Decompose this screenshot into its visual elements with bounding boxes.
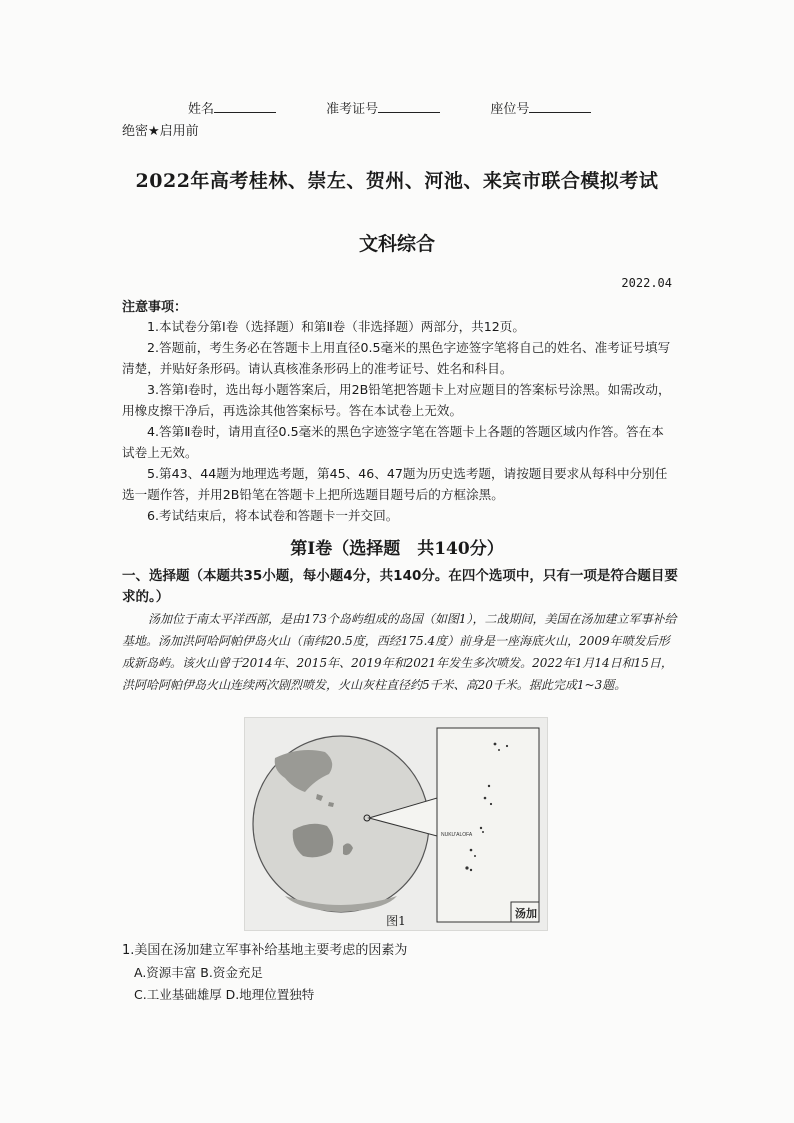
reading-passage	[122, 608, 680, 696]
section-title: 第Ⅰ卷（选择题 共140分）	[290, 539, 504, 559]
notes-heading: 注意事项：	[122, 300, 188, 315]
inset-label: 汤加	[515, 907, 537, 920]
name-blank	[214, 100, 276, 113]
exam-date: 2022.04	[621, 276, 672, 290]
passage-text: 汤加位于南太平洋西部，是由173个岛屿组成的岛国（如图1），二战期间，美国在汤加建立军事补给基地。汤加洪阿哈阿帕伊岛火山（南纬20.5度，西经175.4度）前身是一座海底火山，2009年喷发后形成新岛屿。该火山曾于2014年、2015年、2019年和2021年发生多次喷发。2022年1月14日和15日，洪阿哈阿帕伊岛火山连续两次剧烈喷发，火山灰柱直径约5千米、高20千米。据此完成1~3题。	[122, 612, 677, 692]
note-item: 1.本试卷分第Ⅰ卷（选择题）和第Ⅱ卷（非选择题）两部分，共12页。	[147, 319, 525, 334]
figure-tonga-map	[244, 717, 548, 931]
map-illustration	[245, 718, 547, 930]
inset-map-frame	[437, 728, 539, 922]
seat-blank	[529, 100, 591, 113]
question-options-line1: A.资源丰富 B.资金充足	[134, 965, 263, 980]
exam-id-label: 准考证号	[326, 102, 379, 117]
candidate-info-row	[188, 98, 591, 117]
notes-list	[122, 316, 674, 526]
name-label: 姓名	[188, 102, 215, 117]
seat-label: 座位号	[490, 102, 530, 117]
exam-id-blank	[378, 100, 440, 113]
question-options-line2: C.工业基础雄厚 D.地理位置独特	[134, 987, 315, 1002]
figure-caption: 图1	[386, 914, 406, 928]
exam-subject: 文科综合	[358, 233, 435, 255]
question-stem: 1.美国在汤加建立军事补给基地主要考虑的因素为	[122, 943, 408, 958]
section-instructions: 一、选择题（本题共35小题，每小题4分，共140分。在四个选项中，只有一项是符合题目要求的。）	[122, 568, 678, 605]
note-item: 3.答第Ⅰ卷时，选出每小题答案后，用2B铅笔把答题卡上对应题目的答案标号涂黑。如需改动，用橡皮擦干净后，再选涂其他答案标号。答在本试卷上无效。	[122, 382, 671, 418]
note-item: 6.考试结束后，将本试卷和答题卡一并交回。	[147, 508, 399, 523]
exam-title: 2022年高考桂林、崇左、贺州、河池、来宾市联合模拟考试	[135, 170, 659, 192]
question-1	[122, 940, 407, 1006]
confidential-mark: 绝密★启用前	[122, 124, 199, 139]
note-item: 2.答题前，考生务必在答题卡上用直径0.5毫米的黑色字迹签字笔将自己的姓名、准考证号填写清楚，并贴好条形码。请认真核准条形码上的准考证号、姓名和科目。	[122, 340, 671, 376]
note-item: 4.答第Ⅱ卷时，请用直径0.5毫米的黑色字迹签字笔在答题卡上各题的答题区域内作答。答在本试卷上无效。	[122, 424, 664, 460]
inset-place-label: NUKU'ALOFA	[441, 832, 473, 838]
note-item: 5.第43、44题为地理选考题，第45、46、47题为历史选考题，请按题目要求从每科中分别任选一题作答，并用2B铅笔在答题卡上把所选题目题号后的方框涂黑。	[122, 466, 668, 502]
